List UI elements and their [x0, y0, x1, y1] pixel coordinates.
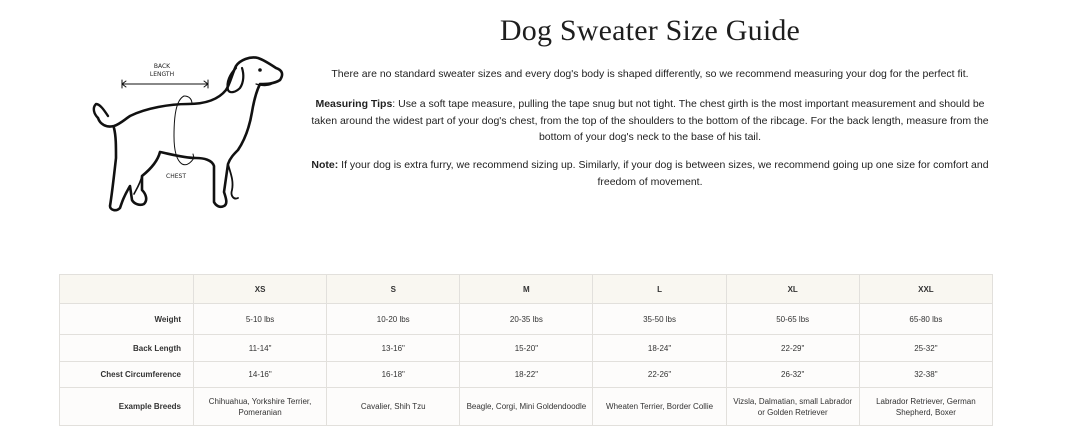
back-label-line1: BACK	[153, 63, 171, 70]
row-label: Chest Circumference	[60, 362, 194, 388]
header-empty	[60, 275, 194, 304]
table-cell: 18-24"	[593, 335, 726, 362]
table-cell: 20-35 lbs	[460, 304, 593, 335]
dog-measurement-diagram-icon	[84, 46, 294, 216]
header-xs: XS	[194, 275, 327, 304]
table-row-chest-circumference	[60, 362, 993, 388]
table-cell: 10-20 lbs	[327, 304, 460, 335]
table-cell: 18-22"	[460, 362, 593, 388]
table-cell: Beagle, Corgi, Mini Goldendoodle	[460, 388, 593, 426]
table-cell: Vizsla, Dalmatian, small Labrador or Golden Retriever	[726, 388, 859, 426]
table-cell: Cavalier, Shih Tzu	[327, 388, 460, 426]
table-cell: 50-65 lbs	[726, 304, 859, 335]
measuring-tips-text: : Use a soft tape measure, pulling the tape snug but not tight. The chest girth is the most important measurement and should be taken around the widest part of your dog's chest, from the top of the shoulders to the bottom of the ribcage. For the back length, measure from the bottom of your dog's neck to the base of his tail.	[311, 98, 989, 143]
header-s: S	[327, 275, 460, 304]
table-cell: 25-32"	[859, 335, 992, 362]
table-cell: 15-20"	[460, 335, 593, 362]
table-cell: 5-10 lbs	[194, 304, 327, 335]
row-label: Back Length	[60, 335, 194, 362]
chest-label: CHEST	[166, 173, 186, 180]
table-cell: 16-18"	[327, 362, 460, 388]
back-label-line2: LENGTH	[149, 71, 175, 78]
table-cell: 11-14"	[194, 335, 327, 362]
size-chart-table	[59, 274, 993, 426]
row-label: Example Breeds	[60, 388, 194, 426]
table-cell: Labrador Retriever, German Shepherd, Boxer	[859, 388, 992, 426]
table-header-row	[60, 275, 993, 304]
table-cell: 35-50 lbs	[593, 304, 726, 335]
table-cell: Wheaten Terrier, Border Collie	[593, 388, 726, 426]
row-label: Weight	[60, 304, 194, 335]
table-cell: 65-80 lbs	[859, 304, 992, 335]
table-cell: 32-38"	[859, 362, 992, 388]
note	[308, 157, 992, 191]
measuring-tips	[308, 96, 992, 146]
header-xxl: XXL	[859, 275, 992, 304]
note-text: If your dog is extra furry, we recommend sizing up. Similarly, if your dog is between sizes, we recommend going up one size for comfort and freedom of movement.	[338, 159, 989, 188]
table-cell: 14-16"	[194, 362, 327, 388]
table-row-weight	[60, 304, 993, 335]
table-cell: 26-32"	[726, 362, 859, 388]
measuring-tips-label: Measuring Tips	[315, 98, 393, 110]
dog-measurement-illustration	[84, 46, 294, 216]
note-label: Note:	[311, 159, 339, 171]
table-cell: Chihuahua, Yorkshire Terrier, Pomeranian	[194, 388, 327, 426]
header-l: L	[593, 275, 726, 304]
table-cell: 22-29"	[726, 335, 859, 362]
intro-text: There are no standard sweater sizes and every dog's body is shaped differently, so we recommend measuring your dog for the perfect fit.	[331, 68, 969, 80]
table-cell: 13-16"	[327, 335, 460, 362]
header-xl: XL	[726, 275, 859, 304]
page-title: Dog Sweater Size Guide	[499, 14, 801, 47]
table-row-example-breeds	[60, 388, 993, 426]
table-cell: 22-26"	[593, 362, 726, 388]
table-row-back-length	[60, 335, 993, 362]
header-m: M	[460, 275, 593, 304]
